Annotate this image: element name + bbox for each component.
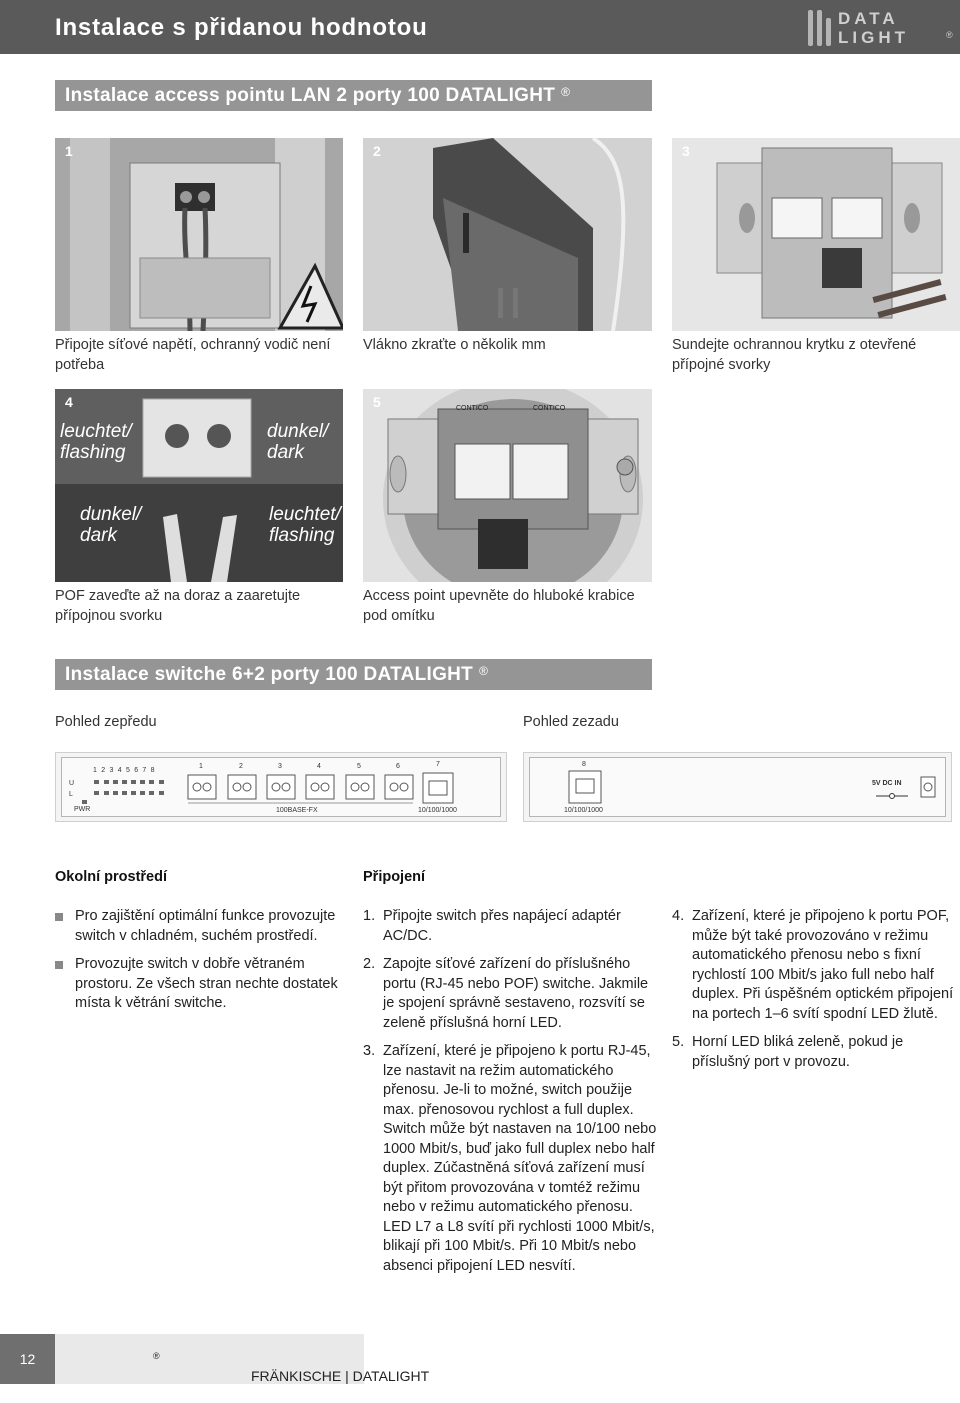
- logo-line-1: DATA: [838, 9, 899, 28]
- port-label: 4: [317, 763, 321, 770]
- step-1-photo: [55, 138, 343, 331]
- list-item: [672, 907, 957, 1024]
- item-number: 1.: [363, 908, 376, 924]
- brand-label: CONTICO: [456, 405, 489, 412]
- step-4-photo: [55, 389, 343, 582]
- step-number: 2: [373, 143, 381, 159]
- header-bar: [0, 0, 960, 54]
- registered-mark: ®: [479, 664, 489, 678]
- item-number: 5.: [672, 1034, 685, 1050]
- logo-line-2: LIGHT: [838, 28, 909, 47]
- item-text: Připojte switch přes napájecí adaptér AC/DC.: [383, 908, 621, 944]
- step-2-photo: [363, 138, 652, 331]
- led-label-flashing: leuchtet/ flashing: [60, 421, 132, 463]
- step-number: 3: [682, 143, 690, 159]
- item-number: 4.: [672, 908, 685, 924]
- fx-label: 100BASE-FX: [276, 807, 318, 814]
- item-number: 3.: [363, 1043, 376, 1059]
- step-1-caption: Připojte síťové napětí, ochranný vodič není potřeba: [55, 337, 331, 373]
- back-view-label: Pohled zezadu: [523, 714, 619, 730]
- port-label: 2: [239, 763, 243, 770]
- item-text: Horní LED bliká zeleně, pokud je příslušný port v provozu.: [692, 1034, 904, 1070]
- list-item: [363, 907, 658, 946]
- port-label: 7: [436, 761, 440, 768]
- footer-brand: FRÄNKISCHE | DATALIGHT: [251, 1368, 430, 1384]
- item-text: Zařízení, které je připojeno k portu POF, může být také provozováno v režimu automatického přenosu nebo s fixní rychlostí 100 Mbit/s jako full nebo half duplex. Při úspěšném optickém připojení na portech 1–6 svítí spodní LED žlutě.: [692, 908, 954, 1022]
- port-label: 1: [199, 763, 203, 770]
- rj45-label: 10/100/1000: [418, 807, 457, 814]
- step-number: 5: [373, 394, 381, 410]
- step-4-caption: POF zaveďte až na doraz a zaaretujte přípojnou svorku: [55, 588, 301, 624]
- step-2-caption: Vlákno zkraťte o několik mm: [363, 337, 546, 353]
- registered-mark: ®: [153, 1351, 160, 1361]
- port-label: 3: [278, 763, 282, 770]
- section-title: Instalace access pointu LAN 2 porty 100 DATALIGHT: [65, 85, 556, 106]
- datalight-logo: [808, 6, 953, 50]
- step-3-caption: Sundejte ochrannou krytku z otevřené přípojné svorky: [672, 337, 917, 373]
- switch-back-panel: [523, 752, 952, 822]
- brand-label: CONTICO: [533, 405, 566, 412]
- registered-mark: ®: [561, 85, 571, 99]
- step-number: 4: [65, 394, 73, 410]
- step-5-caption: Access point upevněte do hluboké krabice pod omítku: [363, 588, 635, 624]
- environment-heading: Okolní prostředí: [55, 869, 167, 885]
- footer-brand-band: [55, 1334, 430, 1384]
- list-item: Pro zajištění optimální funkce provozujte switch v chladném, suchém prostředí.: [55, 907, 345, 946]
- page-title: Instalace s přidanou hodnotou: [55, 14, 428, 41]
- front-view-label: Pohled zepředu: [55, 714, 157, 730]
- connection-list: [363, 907, 658, 1285]
- section-heading-access-point: [55, 80, 652, 111]
- section-title: Instalace switche 6+2 porty 100 DATALIGHT: [65, 664, 474, 685]
- list-item: [672, 1033, 957, 1072]
- step-number: 1: [65, 143, 73, 159]
- rj45-label: 10/100/1000: [564, 807, 603, 814]
- list-item: Provozujte switch v dobře větraném prostoru. Ze všech stran nechte dostatek místa k větrání switche.: [55, 955, 345, 1014]
- connection-list-continued: [672, 907, 957, 1081]
- led-label-dark: dunkel/ dark: [267, 421, 329, 463]
- port-label: 6: [396, 763, 400, 770]
- list-item: [363, 955, 658, 1033]
- item-text: Zapojte síťové zařízení do příslušného portu (RJ-45 nebo POF) switche. Jakmile je spojení správně sestaveno, rozsvítí se zeleně příslušná horní LED.: [383, 956, 649, 1031]
- item-number: 2.: [363, 956, 376, 972]
- item-text: Zařízení, které je připojeno k portu RJ-45, lze nastavit na režim automatického přenosu. Je-li to možné, switch použije max. přenosovou rychlost a full duplex. Switch může být nastaven na 10/100 nebo 1000 Mbit/s, buď jako full duplex nebo half duplex. Zúčastněná síťová zařízení musí být přitom provozována v tomtéž režimu nebo v režimu automatického přenosu. LED L7 a L8 svítí při rychlosti 1000 Mbit/s, blikají při 100 Mbit/s. Při 10 Mbit/s nebo absenci připojení LED nesvítí.: [383, 1043, 657, 1274]
- switch-front-panel: [55, 752, 507, 822]
- environment-list: [55, 907, 345, 1023]
- led-label-flashing: leuchtet/ flashing: [269, 504, 341, 546]
- port-label: 8: [582, 761, 586, 768]
- page-number: 12: [0, 1334, 55, 1384]
- logo-registered-mark: ®: [946, 30, 953, 40]
- led-numbers: 1 2 3 4 5 6 7 8: [93, 767, 156, 774]
- row-u-label: U: [69, 780, 75, 787]
- step-3-photo: [672, 138, 960, 331]
- connection-heading: Připojení: [363, 869, 426, 885]
- dc-in-label: 5V DC IN: [872, 780, 902, 787]
- port-label: 5: [357, 763, 361, 770]
- led-label-dark: dunkel/ dark: [80, 504, 142, 546]
- list-item: [363, 1042, 658, 1276]
- step-5-photo: [363, 389, 652, 582]
- pwr-label: PWR: [74, 806, 91, 813]
- row-l-label: L: [69, 791, 73, 798]
- section-heading-switch: [55, 659, 652, 690]
